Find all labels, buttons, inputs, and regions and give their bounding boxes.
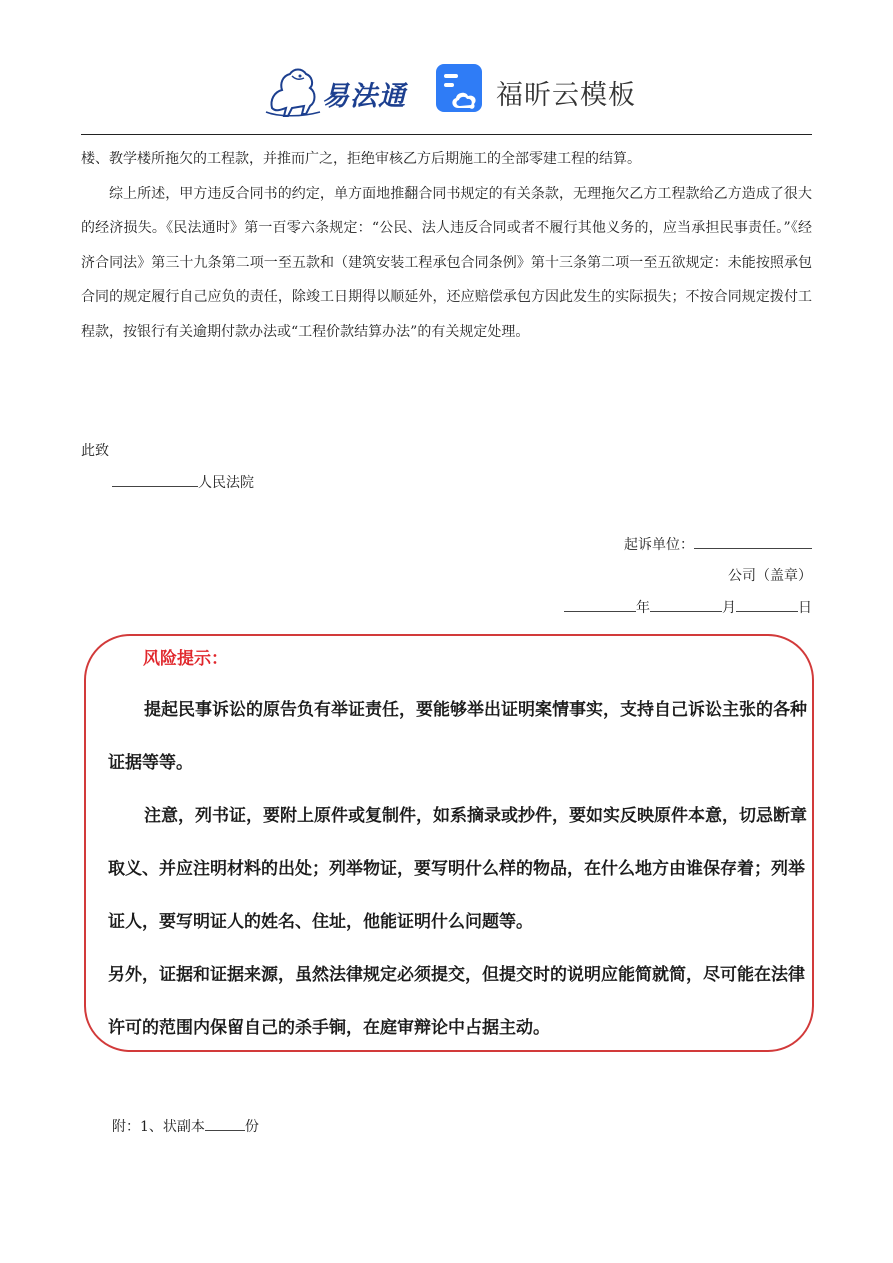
signer-label: 起诉单位： [624, 537, 694, 553]
signer-blank[interactable] [694, 534, 812, 549]
month-label: 月 [722, 600, 736, 616]
risk-paragraph-3: 另外，证据和证据来源，虽然法律规定必须提交，但提交时的说明应能简就简，尽可能在法律许可的范围内保留自己的杀手锏，在庭审辩论中占据主动。 [108, 965, 805, 1038]
signer-line [624, 534, 812, 554]
body-paragraph-1: 楼、教学楼所拖欠的工程款，并推而广之，拒绝审核乙方后期施工的全部零建工程的结算。 [81, 151, 641, 167]
risk-title: 风险提示： [143, 649, 228, 669]
foxit-brand-name: 福昕云模板 [496, 80, 636, 111]
copies-blank[interactable] [205, 1116, 245, 1131]
year-blank[interactable] [564, 597, 636, 612]
yifatong-logo [262, 62, 412, 118]
risk-content [108, 684, 808, 1055]
month-blank[interactable] [650, 597, 722, 612]
attachment-suffix: 份 [244, 1119, 259, 1135]
attachment-prefix: 附：1、状副本 [112, 1119, 205, 1135]
date-line [564, 597, 812, 617]
foxit-template-logo [436, 64, 636, 118]
year-label: 年 [636, 600, 650, 616]
complaint-body [81, 142, 812, 349]
yifatong-brand-name: 易法通 [322, 81, 406, 112]
header-divider [81, 134, 812, 135]
court-suffix: 人民法院 [198, 475, 254, 491]
salutation: 此致 [81, 443, 109, 459]
company-seal: 公司（盖章） [728, 568, 812, 584]
body-paragraph-2: 综上所述，甲方违反合同书的约定，单方面地推翻合同书规定的有关条款，无理拖欠乙方工程款给乙方造成了很大的经济损失。《民法通时》第一百零六条规定：“公民、法人违反合同或者不履行其他义务的，应当承担民事责任。”《经济合同法》第三十九条第二项一至五款和（建筑安装工程承包合同条例》第十三条第二项一至五欲规定：未能按照承包合同的规定履行自己应负的责任，除竣工日期得以顺延外，还应赔偿承包方因此发生的实际损失；不按合同规定拨付工程款，按银行有关逾期付款办法或“工程价款结算办法”的有关规定处理。 [81, 185, 812, 340]
court-line [112, 472, 254, 492]
risk-paragraph-2: 注意，列书证，要附上原件或复制件，如系摘录或抄件，要如实反映原件本意，切忌断章取义、并应注明材料的出处；列举物证，要写明什么样的物品，在什么地方由谁保存着；列举证人，要写明证人的姓名、住址，他能证明什么问题等。 [108, 806, 807, 932]
cloud-document-icon [436, 64, 486, 114]
horse-emblem-icon [262, 62, 324, 118]
page-header [0, 0, 893, 130]
risk-paragraph-1: 提起民事诉讼的原告负有举证责任，要能够举出证明案情事实，支持自己诉讼主张的各种证据等等。 [108, 700, 807, 773]
day-label: 日 [798, 600, 812, 616]
attachment-line [112, 1116, 259, 1136]
court-name-blank[interactable] [112, 472, 198, 487]
day-blank[interactable] [736, 597, 798, 612]
risk-notice-box [84, 634, 814, 1052]
